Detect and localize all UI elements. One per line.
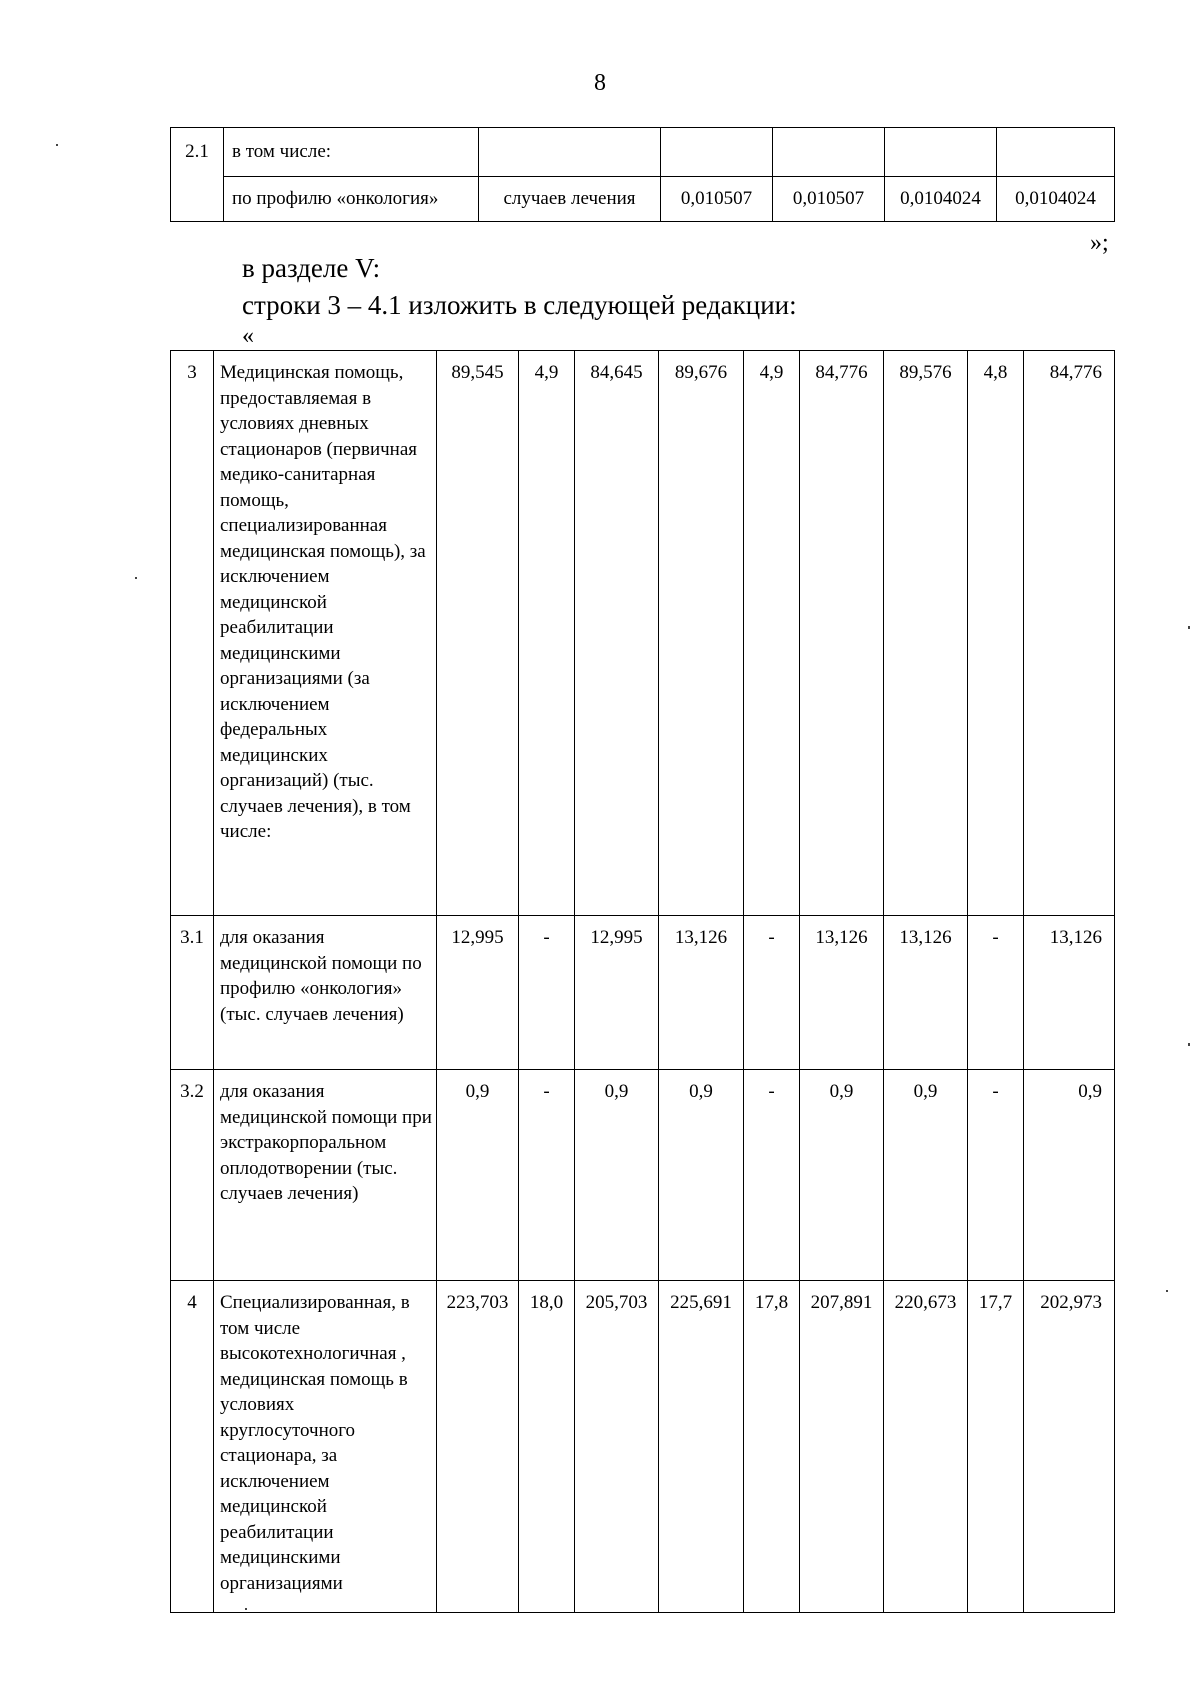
table-row (171, 1281, 1115, 1613)
value-cell: 13,126 (1024, 916, 1115, 1070)
empty-cell (661, 128, 773, 177)
scan-mark (56, 144, 58, 146)
value-cell: 225,691 (659, 1281, 744, 1613)
scan-mark (1188, 1043, 1190, 1046)
table-row (171, 1070, 1115, 1281)
table-row (171, 916, 1115, 1070)
value-cell: 12,995 (575, 916, 659, 1070)
value-cell: 0,010507 (773, 177, 885, 222)
instruction-text: строки 3 – 4.1 изложить в следующей редакции: (242, 290, 797, 320)
value-cell: 12,995 (437, 916, 519, 1070)
value-cell: - (968, 916, 1024, 1070)
section-heading: в разделе V: (242, 253, 381, 283)
value-cell: 220,673 (884, 1281, 968, 1613)
value-cell: 13,126 (800, 916, 884, 1070)
value-cell: 207,891 (800, 1281, 884, 1613)
value-cell: 223,703 (437, 1281, 519, 1613)
empty-cell (997, 128, 1115, 177)
scan-mark (1166, 1290, 1168, 1292)
value-cell: - (968, 1070, 1024, 1281)
row-number: 3.1 (171, 916, 214, 1070)
row-label: в том числе: (224, 128, 479, 177)
row-number: 3 (171, 351, 214, 916)
table-row (171, 351, 1115, 916)
row-description: для оказания медицинской помощи по профилю «онкология» (тыс. случаев лечения) (214, 916, 437, 1070)
empty-cell (479, 128, 661, 177)
value-cell: 84,776 (800, 351, 884, 916)
value-cell: 0,9 (884, 1070, 968, 1281)
scan-mark (245, 1608, 247, 1610)
value-cell: - (519, 1070, 575, 1281)
value-cell: 4,9 (744, 351, 800, 916)
scan-mark (1188, 626, 1190, 629)
value-cell: 89,676 (659, 351, 744, 916)
value-cell: 0,9 (437, 1070, 519, 1281)
main-table (170, 350, 1115, 1613)
page-number: 8 (594, 70, 606, 96)
row-description: для оказания медицинской помощи при экстракорпоральном оплодотворении (тыс. случаев лечения) (214, 1070, 437, 1281)
value-cell: 13,126 (659, 916, 744, 1070)
closing-quote: »; (1090, 230, 1109, 256)
value-cell: 84,645 (575, 351, 659, 916)
value-cell: 0,9 (659, 1070, 744, 1281)
value-cell: 0,0104024 (997, 177, 1115, 222)
row-description: Специализированная, в том числе высокотехнологичная , медицинская помощь в условиях круглосуточного стационара, за исключением медицинской реабилитации медицинскими организациями (214, 1281, 437, 1613)
value-cell: 17,8 (744, 1281, 800, 1613)
unit-cell: случаев лечения (479, 177, 661, 222)
value-cell: 0,0104024 (885, 177, 997, 222)
value-cell: 205,703 (575, 1281, 659, 1613)
row-description: Медицинская помощь, предоставляемая в условиях дневных стационаров (первичная медико-санитарная помощь, специализированная медицинская помощь), за исключением медицинской реабилитации медицинскими организациями (за исключением федеральных медицинских организаций) (тыс. случаев лечения), в том числе: (214, 351, 437, 916)
row-number: 4 (171, 1281, 214, 1613)
scan-mark (135, 577, 137, 579)
top-table (170, 127, 1115, 222)
value-cell: 0,9 (1024, 1070, 1115, 1281)
value-cell: 0,9 (800, 1070, 884, 1281)
value-cell: 84,776 (1024, 351, 1115, 916)
row-label: по профилю «онкология» (224, 177, 479, 222)
value-cell: 4,9 (519, 351, 575, 916)
row-number: 3.2 (171, 1070, 214, 1281)
value-cell: 202,973 (1024, 1281, 1115, 1613)
value-cell: 0,010507 (661, 177, 773, 222)
value-cell: - (519, 916, 575, 1070)
empty-cell (773, 128, 885, 177)
value-cell: 89,576 (884, 351, 968, 916)
value-cell: 13,126 (884, 916, 968, 1070)
value-cell: - (744, 916, 800, 1070)
value-cell: 17,7 (968, 1281, 1024, 1613)
opening-quote: « (242, 323, 254, 349)
row-number: 2.1 (171, 128, 224, 222)
value-cell: 4,8 (968, 351, 1024, 916)
value-cell: 0,9 (575, 1070, 659, 1281)
value-cell: - (744, 1070, 800, 1281)
value-cell: 89,545 (437, 351, 519, 916)
value-cell: 18,0 (519, 1281, 575, 1613)
empty-cell (885, 128, 997, 177)
